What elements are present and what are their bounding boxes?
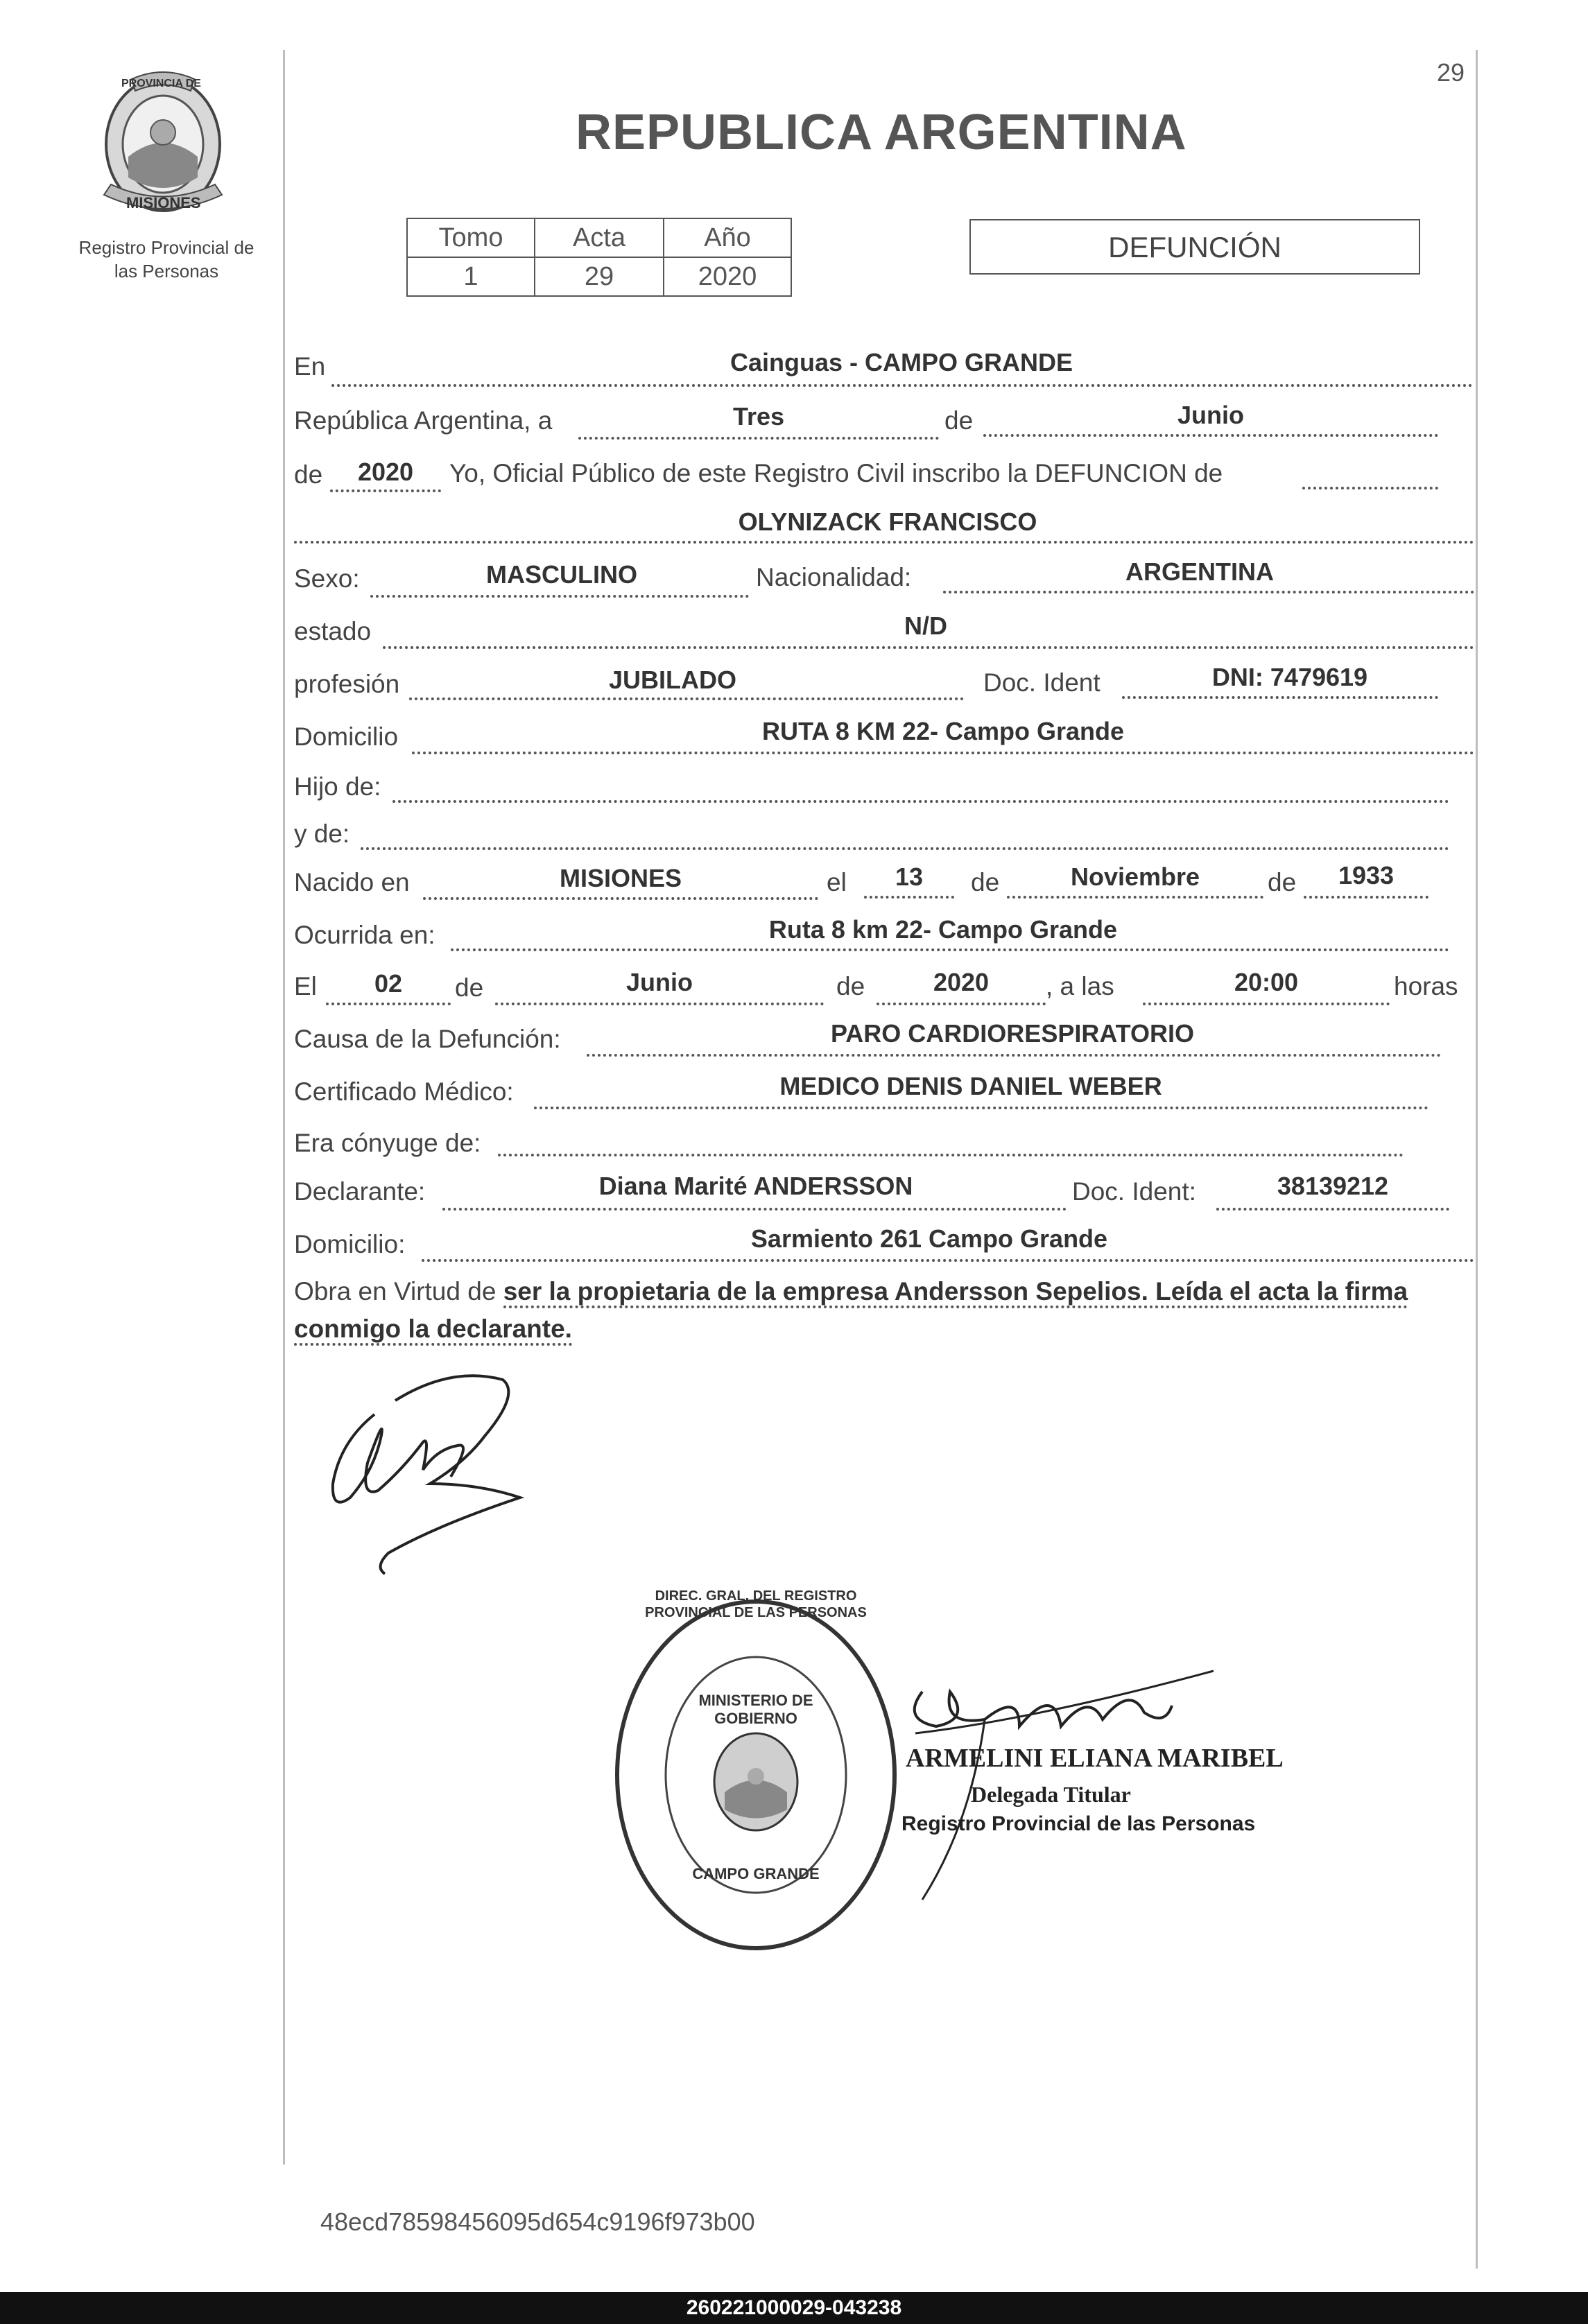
decl-domicilio-line [422,1259,1474,1262]
deceased-name: OLYNIZACK FRANCISCO [738,508,1037,536]
right-margin-line [1476,50,1478,2269]
en-line [331,384,1473,387]
certificado-line [534,1107,1429,1109]
nacido-value: MISIONES [559,864,682,892]
obra-label: Obra en Virtud de [294,1277,497,1306]
decl-domicilio-value: Sarmiento 261 Campo Grande [750,1224,1108,1253]
declarant-signature [312,1366,534,1602]
estado-label: estado [294,617,372,645]
nac-day-line [864,896,954,899]
profesion-label: profesión [294,670,400,698]
el-label: el [827,868,847,896]
declarante-value: Diana Marité ANDERSSON [598,1172,913,1200]
registry-label: Registro Provincial de las Personas [78,237,254,281]
ocurrida-value: Ruta 8 km 22- Campo Grande [768,915,1118,944]
sexo-line [370,595,749,598]
seal-text-bottom: MISIONES [126,194,201,211]
stamp-inner-text: MINISTERIO DE GOBIERNO [698,1692,813,1727]
nacionalidad-line [943,591,1474,593]
causa-value: PARO CARDIORESPIRATORIO [830,1019,1195,1048]
name-line [294,541,1474,544]
def-day-value: 02 [374,969,403,998]
official-title: Delegada Titular [971,1782,1131,1807]
yde-line [361,847,1449,850]
left-margin-line [283,50,285,2165]
seal-text-top: PROVINCIA DE [121,78,201,89]
nac-month-value: Noviembre [1070,862,1200,891]
declarante-label: Declarante: [294,1177,426,1206]
nac-day-value: 13 [895,862,924,891]
decl-doc-line [1216,1208,1449,1211]
oficial-line [1302,487,1438,489]
domicilio-label: Domicilio [294,722,399,751]
def-time-value: 20:00 [1234,968,1299,996]
nac-year-line [1304,896,1429,899]
obra-value: ser la propietaria de la empresa Andersson Sepelios. Leída el acta la firma conmigo la declarante. [294,1277,1408,1346]
year-line [330,489,441,492]
day-value: Tres [732,402,785,431]
def-year-line [877,1003,1046,1005]
nac-month-line [1007,896,1263,899]
nacido-label: Nacido en [294,868,410,896]
document-hash: 48ecd78598456095d654c9196f973b00 [320,2208,755,2236]
doc-label: Doc. Ident [983,668,1101,697]
stamp-bottom-text: CAMPO GRANDE [692,1865,820,1882]
profesion-line [409,697,964,700]
def-day-line [326,1003,451,1005]
hijo-label: Hijo de: [294,772,381,801]
doc-value: DNI: 7479619 [1211,663,1368,691]
day-line [578,437,939,440]
en-value: Cainguas - CAMPO GRANDE [730,348,1073,376]
nac-de2-label: de [1268,868,1297,896]
page-number: 29 [1437,58,1465,87]
decl-doc-value: 38139212 [1277,1172,1389,1200]
en-label: En [294,352,326,381]
month-value: Junio [1177,401,1244,429]
official-name: ARMELINI ELIANA MARIBEL [906,1744,1284,1773]
nacionalidad-value: ARGENTINA [1125,557,1274,586]
sexo-value: MASCULINO [486,560,637,589]
horas-label: horas [1394,972,1458,1000]
conyuge-line [498,1154,1404,1156]
nac-year-value: 1933 [1338,861,1395,890]
hijo-line [392,800,1449,803]
certificado-value: MEDICO DENIS DANIEL WEBER [779,1072,1162,1100]
de-label: de [944,406,974,435]
def-de2-label: de [836,972,865,1000]
ocurrida-line [451,948,1449,951]
page-title: REPUBLICA ARGENTINA [576,105,1187,160]
barcode-id: 260221000029-043238 [686,2296,902,2319]
certificado-label: Certificado Médico: [294,1077,514,1106]
domicilio-value: RUTA 8 KM 22- Campo Grande [761,717,1125,745]
record-table [406,218,792,297]
def-time-line [1143,1003,1390,1005]
domicilio-line [412,752,1474,754]
ocurrida-label: Ocurrida en: [294,921,435,949]
anio-header: Año [664,218,791,257]
barcode-bar [0,2292,1588,2324]
stamp-ring-text: DIREC. GRAL. DEL REGISTRO PROVINCIAL DE LAS PERSONAS [645,1588,867,1620]
def-month-line [495,1003,824,1005]
def-month-value: Junio [626,968,693,996]
def-year-value: 2020 [933,968,990,996]
el2-label: El [294,972,317,1000]
estado-line [383,646,1474,649]
tomo-header: Tomo [407,218,535,257]
acta-value: 29 [535,257,664,296]
yde-label: y de: [294,820,350,848]
month-line [983,434,1438,437]
causa-line [587,1054,1441,1057]
anio-value: 2020 [664,257,791,296]
declarante-line [442,1208,1067,1211]
decl-doc-label: Doc. Ident: [1072,1177,1196,1206]
nacionalidad-label: Nacionalidad: [756,563,912,591]
causa-label: Causa de la Defunción: [294,1025,561,1053]
profesion-value: JUBILADO [608,666,736,694]
obra-paragraph [294,1273,1477,1348]
document-type-box: DEFUNCIÓN [969,219,1420,275]
sexo-label: Sexo: [294,564,360,593]
def-de-label: de [455,973,484,1002]
estado-value: N/D [904,612,947,640]
nac-de-label: de [971,868,1000,896]
tomo-value: 1 [407,257,535,296]
year-value: 2020 [357,458,414,486]
official-stamp [610,1595,901,1955]
official-org: Registro Provincial de las Personas [901,1812,1256,1835]
de2-label: de [294,460,323,489]
doc-line [1122,696,1438,699]
acta-header: Acta [535,218,664,257]
alas-label: , a las [1046,972,1114,1000]
decl-domicilio-label: Domicilio: [294,1230,406,1258]
oficial-text: Yo, Oficial Público de este Registro Civil inscribo la DEFUNCION de [449,459,1223,487]
republica-label: República Argentina, a [294,406,553,435]
nacido-line [423,897,818,900]
conyuge-label: Era cónyuge de: [294,1129,481,1157]
